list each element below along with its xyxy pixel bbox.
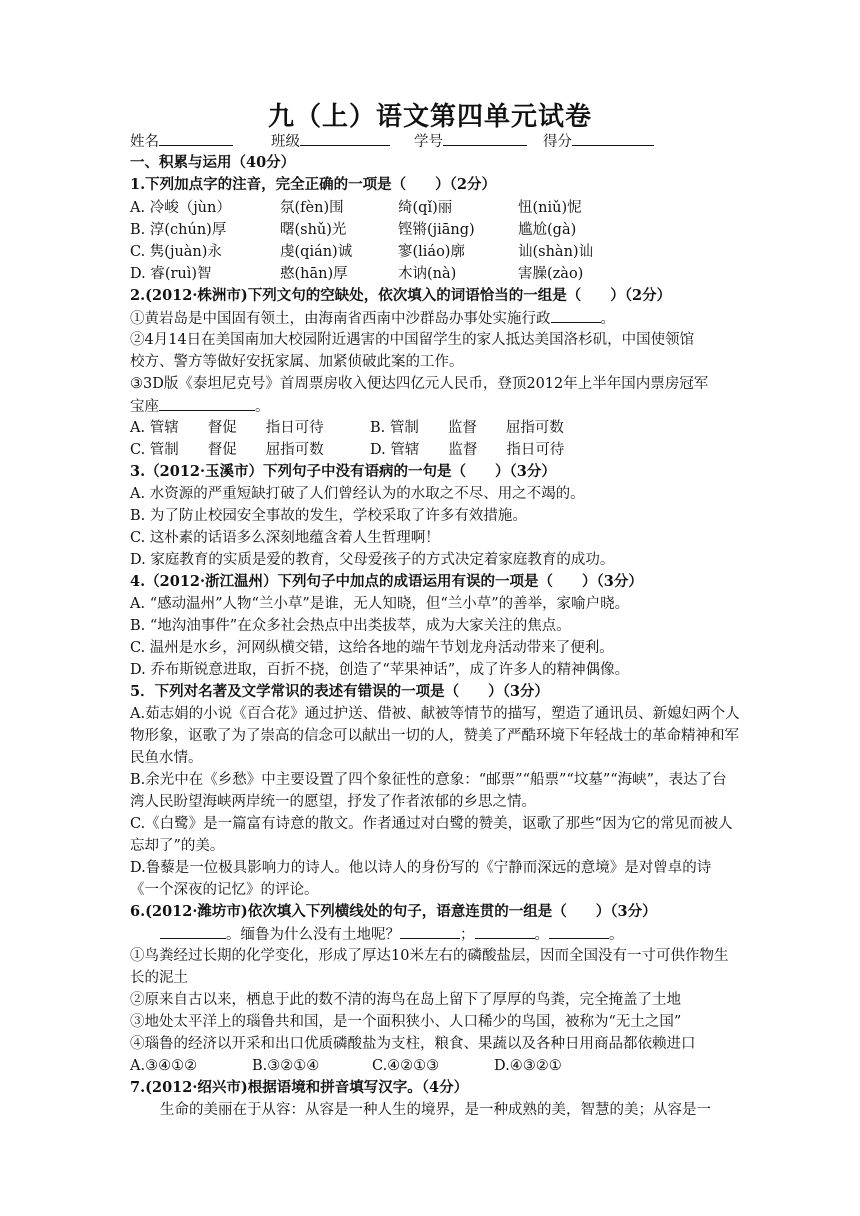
sentence-text: ①黄岩岛是中国固有领土，由海南省西南中沙群岛办事处实施行政 xyxy=(130,311,551,327)
question-4-option-b: B. “地沟油事件”在众多社会热点中出类拔萃，成为大家关注的焦点。 xyxy=(130,618,571,634)
question-3-option-a: A. 水资源的严重短缺打破了人们曾经认为的水取之不尽、用之不竭的。 xyxy=(130,486,585,502)
question-4-stem: 4.（2012·浙江温州）下列句子中加点的成语运用有误的一项是（ ）（3分） xyxy=(130,573,643,590)
fill-blank[interactable] xyxy=(475,923,535,939)
question-6-options xyxy=(130,1055,740,1077)
name-field[interactable] xyxy=(159,130,233,146)
name-label: 姓名 xyxy=(130,134,159,150)
question-3-option-d: D. 家庭教育的实质是爱的教育，父母爱孩子的方式决定着家庭教育的成功。 xyxy=(130,552,615,568)
fill-blank[interactable] xyxy=(549,923,609,939)
option-cell: 虔(qián)诚 xyxy=(280,244,353,260)
option-c: C.④②①③ xyxy=(372,1058,440,1074)
question-2-stem: 2.(2012·株洲市)下列文句的空缺处，依次填入的词语恰当的一组是（ ）（2分） xyxy=(130,287,672,304)
question-6-sentence-2: ②原来自古以来，栖息于此的数不清的海鸟在岛上留下了厚厚的鸟粪，完全掩盖了土地 xyxy=(130,992,681,1008)
question-5-option-a: A.茹志娟的小说《百合花》通过护送、借被、献被等情节的描写，塑造了通讯员、新媳妇两个人物形象，讴歌了为了崇高的信念可以献出一切的人，赞美了严酷环境下年轻战士的革命精神和军民鱼水情。 xyxy=(130,706,740,766)
question-6-sentence-1: ①鸟粪经过长期的化学变化，形成了厚达10米左右的磷酸盐层，因而全国没有一寸可供作物生长的泥土 xyxy=(130,948,729,986)
question-2-sentence-3a: ③3D版《泰坦尼克号》首周票房收入便达四亿元人民币，登顶2012年上半年国内票房冠军 xyxy=(130,376,709,392)
question-7-stem: 7.(2012·绍兴市)根据语境和拼音填写汉字。（4分） xyxy=(130,1079,469,1096)
option-cell: A. 冷峻（jùn） xyxy=(130,200,231,216)
class-field[interactable] xyxy=(300,130,390,146)
question-3-stem: 3.（2012·玉溪市）下列句子中没有语病的一句是（ ）（3分） xyxy=(130,463,556,480)
score-field[interactable] xyxy=(572,130,654,146)
page-title: 九（上）语文第四单元试卷 xyxy=(267,102,592,132)
score-label: 得分 xyxy=(543,134,572,150)
option-cell: C. 隽(juàn)永 xyxy=(130,244,222,260)
fill-blank[interactable] xyxy=(160,923,226,939)
option-cell: 讪(shàn)讪 xyxy=(518,244,594,260)
question-6-sentence-4: ④瑙鲁的经济以开采和出口优质磷酸盐为支柱，粮食、果蔬以及各种日用商品都依赖进口 xyxy=(130,1036,696,1052)
question-4-option-a: A. “感动温州”人物“兰小草”是谁，无人知晓，但“兰小草”的善举，家喻户晓。 xyxy=(130,596,630,612)
question-1-option-a xyxy=(130,197,740,219)
sentence-text: 。缅鲁为什么没有土地呢？ xyxy=(226,927,400,943)
question-1-option-b xyxy=(130,219,740,241)
option-a: A.③④①② xyxy=(130,1058,198,1074)
question-5-option-c: C.《白鹭》是一篇富有诗意的散文。作者通过对白鹭的赞美，讴歌了那些“因为它的常见而被人忘却了”的美。 xyxy=(130,816,733,854)
sentence-end: 。 xyxy=(255,399,270,415)
question-2-sentence-1 xyxy=(130,307,740,330)
question-4-option-d: D. 乔布斯锐意进取，百折不挠，创造了“苹果神话”，成了许多人的精神偶像。 xyxy=(130,662,630,678)
fill-blank[interactable] xyxy=(159,395,255,411)
option-a: A. 管辖 督促 指日可待 xyxy=(130,420,324,436)
question-2-options-row-2 xyxy=(130,439,740,461)
question-7-passage: 生命的美丽在于从容：从容是一种人生的境界，是一种成熟的美，智慧的美；从容是一 xyxy=(160,1102,711,1118)
section-heading: 一、积累与运用（40分） xyxy=(130,154,296,171)
option-cell: 铿锵(jiāng) xyxy=(398,222,475,238)
option-cell: 绮(qǐ)丽 xyxy=(398,200,453,216)
question-6-stem: 6.(2012·潍坊市)依次填入下列横线处的句子，语意连贯的一组是（ ）（3分） xyxy=(130,903,657,920)
option-d: D. 管辖 监督 指日可待 xyxy=(370,442,565,458)
option-cell: 寥(liáo)廓 xyxy=(398,244,465,260)
sentence-end: 。 xyxy=(600,311,615,327)
fill-blank[interactable] xyxy=(400,923,460,939)
question-4-option-c: C. 温州是水乡，河网纵横交错，这给各地的端午节划龙舟活动带来了便利。 xyxy=(130,640,614,656)
question-5-option-b: B.余光中在《乡愁》中主要设置了四个象征性的意象：“邮票”“船票”“坟墓”“海峡”，表达了台湾人民盼望海峡两岸统一的愿望，抒发了作者浓郁的乡思之情。 xyxy=(130,772,727,810)
option-cell: 憨(hān)厚 xyxy=(280,266,348,282)
option-d: D.④③②① xyxy=(494,1058,562,1074)
question-6-sentence-3: ③地处太平洋上的瑙鲁共和国，是一个面积狭小、人口稀少的鸟国，被称为“无土之国” xyxy=(130,1014,682,1030)
option-cell: 忸(niǔ)怩 xyxy=(518,200,582,216)
question-5-stem: 5．下列对名著及文学常识的表述有错误的一项是（ ）（3分） xyxy=(130,683,549,700)
question-6-blank-line: 。缅鲁为什么没有土地呢？ ； 。 。 xyxy=(130,923,740,946)
option-cell: 害臊(zào) xyxy=(518,266,584,282)
id-field[interactable] xyxy=(443,130,527,146)
student-info-row xyxy=(130,130,740,153)
option-c: C. 管制 督促 屈指可数 xyxy=(130,442,324,458)
option-b: B. 管制 监督 屈指可数 xyxy=(370,420,564,436)
question-1-stem: 1.下列加点字的注音，完全正确的一项是（ ）（2分） xyxy=(130,176,496,193)
option-b: B.③②①④ xyxy=(252,1058,320,1074)
question-3-option-c: C. 这朴素的话语多么深刻地蕴含着人生哲理啊！ xyxy=(130,530,440,546)
option-cell: 木讷(nà) xyxy=(398,266,457,282)
question-5-option-d: D.鲁藜是一位极具影响力的诗人。他以诗人的身份写的《宁静而深远的意境》是对曾卓的诗《一个深夜的记忆》的评论。 xyxy=(130,860,712,898)
question-2-sentence-2b: 校方、警方等做好安抚家属、加紧侦破此案的工作。 xyxy=(130,354,464,370)
option-cell: B. 淳(chún)厚 xyxy=(130,222,227,238)
option-cell: 尴尬(gà) xyxy=(518,222,577,238)
id-label: 学号 xyxy=(414,134,443,150)
option-cell: D. 睿(ruì)智 xyxy=(130,266,212,282)
question-2-sentence-3b xyxy=(130,395,740,418)
sentence-text: 宝座 xyxy=(130,399,159,415)
question-3-option-b: B. 为了防止校园安全事故的发生，学校采取了许多有效措施。 xyxy=(130,508,527,524)
class-label: 班级 xyxy=(271,134,300,150)
question-2-sentence-2a: ②4月14日在美国南加大校园附近遇害的中国留学生的家人抵达美国洛杉矶，中国使领馆 xyxy=(130,332,695,348)
question-1-option-c xyxy=(130,241,740,263)
question-1-option-d xyxy=(130,263,740,285)
fill-blank[interactable] xyxy=(551,307,601,323)
option-cell: 曙(shǔ)光 xyxy=(280,222,347,238)
question-2-options-row-1 xyxy=(130,417,740,439)
option-cell: 氛(fèn)围 xyxy=(280,200,344,216)
